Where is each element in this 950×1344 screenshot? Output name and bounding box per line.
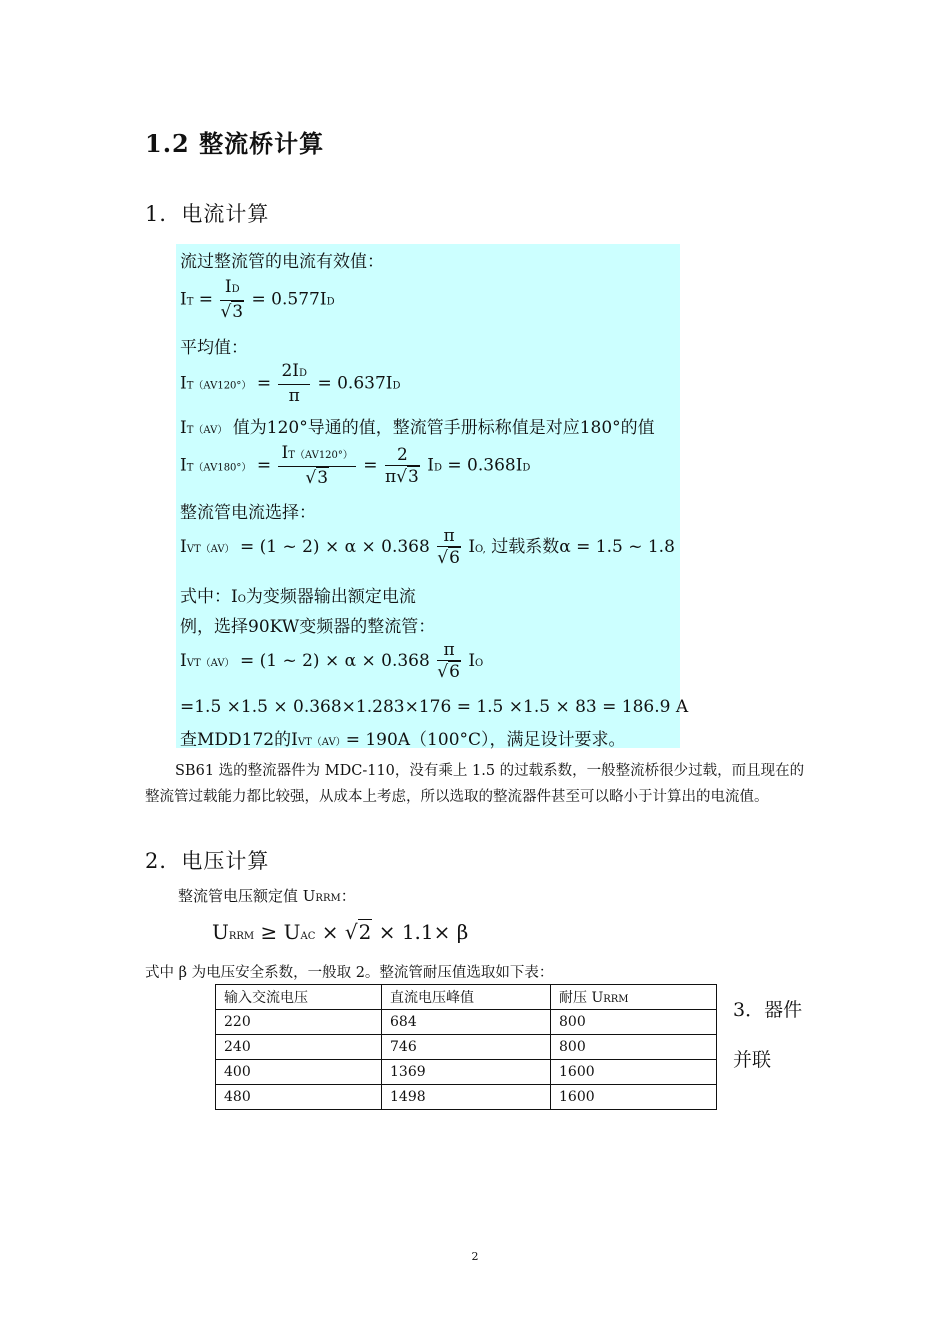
subscript: D: [392, 380, 401, 392]
box-line-9: [180, 582, 416, 607]
table-row: [216, 1010, 717, 1035]
symbol: I: [180, 418, 187, 438]
operator: ≥ U: [260, 920, 301, 944]
symbol: I: [180, 455, 187, 476]
numerator: 2: [385, 445, 420, 466]
result: = 0.368I: [447, 455, 523, 476]
voltage-table: [215, 984, 717, 1110]
subscript: T（AV120°）: [186, 380, 252, 392]
fraction-1: $\frac{IT(AV120^\circ)}{√3}$: [278, 443, 355, 489]
denominator: 3: [317, 468, 329, 488]
subscript: RRM: [603, 994, 629, 1005]
table-row: [216, 1035, 717, 1060]
formula-ivt-example: [180, 640, 483, 683]
box-line-7: 整流管电流选择：: [180, 503, 316, 523]
table-cell: 1369: [382, 1060, 551, 1085]
subscript: T（AV180°）: [186, 462, 252, 474]
symbol: I: [427, 455, 434, 476]
table-cell: 1600: [551, 1060, 717, 1085]
table-cell: 1600: [551, 1085, 717, 1110]
table-cell: 800: [551, 1035, 717, 1060]
subscript: RRM: [228, 931, 255, 942]
table-header-row: [216, 985, 717, 1010]
subscript: O: [237, 594, 246, 605]
symbol: U: [212, 920, 229, 944]
symbol: I: [180, 373, 187, 394]
box-line-12: =1.5 ×1.5 × 0.368×1.283×176 = 1.5 ×1.5 × 83 = 186.9 A: [180, 697, 689, 717]
subscript: O: [475, 658, 484, 669]
radicand: 2: [358, 920, 372, 944]
operator: ×: [321, 920, 339, 944]
table-row: [216, 1085, 717, 1110]
subscript: T（AV）: [186, 425, 228, 436]
symbol: I: [180, 537, 187, 557]
formula-it-av120: IT（AV120°） = $\frac{2ID}{\pi}$ = 0.637ID: [180, 361, 401, 406]
box-line-1: 流过整流管的电流有效值：: [180, 252, 384, 272]
subsection-voltage: 2．电压计算: [145, 849, 270, 873]
table-cell: 220: [216, 1010, 382, 1035]
formula-it-av180: IT（AV180°） = $\frac{IT(AV120^\circ)}{√3}$ = $\frac{2}{\pi√3}$ ID = 0.368ID: [180, 443, 531, 488]
paragraph-sb61: SB61 选的整流器件为 MDC-110，没有乘上 1.5 的过载系数，一般整流桥很少过载，而且现在的整流管过载能力都比较强，从成本上考虑，所以选取的整流器件甚至可以略小于计算出的电流值。: [145, 763, 805, 805]
subsection-parallel-b: 并联: [733, 1049, 772, 1071]
voltage-line-3: 式中 β 为电压安全系数，一般取 2。整流管耐压值选取如下表：: [145, 965, 554, 981]
formula-it: IT = $\frac{ID}{√3}$ = 0.577ID: [180, 277, 335, 322]
subscript: D: [522, 462, 531, 474]
overload-factor: 过载系数α = 1.5 ~ 1.8: [491, 537, 675, 557]
box-line-5: [180, 413, 655, 438]
subscript: VT（AV）: [297, 737, 346, 748]
table-row: [216, 1060, 717, 1085]
denominator-pi: π: [384, 466, 397, 487]
subscript: D: [231, 284, 240, 295]
expression: = (1 ~ 2) × α × 0.368: [239, 537, 430, 557]
table-cell: 480: [216, 1085, 382, 1110]
subscript: T（AV120°）: [288, 450, 353, 461]
fraction-2: $\frac{2}{\pi√3}$: [384, 444, 419, 487]
table-header: [551, 985, 717, 1010]
text: ：: [340, 887, 356, 905]
denominator: π: [288, 386, 300, 406]
text: 查MDD172的I: [180, 730, 298, 750]
subscript: RRM: [315, 893, 341, 904]
symbol: I: [468, 537, 476, 557]
page-number: 2: [471, 1250, 479, 1263]
subscript: T: [186, 296, 194, 308]
expression: = (1 ~ 2) × α × 0.368: [239, 651, 430, 671]
subsection-parallel-a: 3．器件: [733, 999, 803, 1021]
text: 为变频器输出额定电流: [245, 587, 416, 607]
text: 整流管电压额定值 U: [178, 887, 316, 905]
fraction: $\frac{\pi}{√6}$: [437, 526, 460, 568]
table-header: 输入交流电压: [216, 985, 382, 1010]
fraction: $\frac{ID}{√3}$: [220, 277, 244, 322]
symbol: I: [180, 651, 187, 671]
subsection-current: 1．电流计算: [145, 202, 270, 226]
table-cell: 1498: [382, 1085, 551, 1110]
subscript: O,: [475, 544, 486, 555]
text: = 190A（100°C），满足设计要求。: [345, 730, 626, 750]
subscript: D: [433, 462, 442, 474]
table-cell: 746: [382, 1035, 551, 1060]
table-header: 直流电压峰值: [382, 985, 551, 1010]
text: 值为120°导通的值，整流管手册标称值是对应180°的值: [232, 418, 655, 438]
formula-ivt-selection: [180, 526, 675, 569]
header-text: 耐压 U: [559, 990, 604, 1006]
symbol: I: [180, 289, 187, 310]
fraction: $\frac{\pi}{√6}$: [437, 640, 460, 682]
voltage-line-1: [178, 885, 356, 906]
subscript: VT（AV）: [186, 658, 235, 669]
text: 式中：I: [180, 587, 238, 607]
numerator: π: [437, 526, 461, 547]
numerator: I: [224, 277, 232, 297]
numerator: I: [281, 443, 289, 463]
fraction: [278, 361, 310, 407]
table-cell: 400: [216, 1060, 382, 1085]
expression: × 1.1× β: [378, 920, 469, 944]
symbol: I: [468, 651, 476, 671]
subscript: D: [326, 296, 335, 308]
box-line-3: 平均值：: [180, 338, 248, 358]
numerator: π: [437, 640, 461, 661]
table-cell: 240: [216, 1035, 382, 1060]
denominator-radicand: 3: [408, 466, 419, 487]
denominator: 6: [449, 548, 460, 568]
section-heading: 1.2 整流桥计算: [145, 129, 325, 158]
denominator: 3: [232, 302, 244, 322]
subscript: D: [299, 368, 308, 379]
denominator: 6: [449, 662, 460, 682]
subscript: AC: [300, 931, 316, 942]
result: = 0.577I: [251, 289, 327, 310]
result: = 0.637I: [317, 373, 393, 394]
box-line-10: 例，选择90KW变频器的整流管：: [180, 617, 436, 637]
table-cell: 800: [551, 1010, 717, 1035]
subscript: VT（AV）: [186, 544, 235, 555]
formula-urrm: URRM ≥ UAC × √2 × 1.1× β: [212, 920, 469, 944]
numerator: 2I: [281, 361, 300, 381]
table-cell: 684: [382, 1010, 551, 1035]
box-line-13: [180, 725, 626, 750]
